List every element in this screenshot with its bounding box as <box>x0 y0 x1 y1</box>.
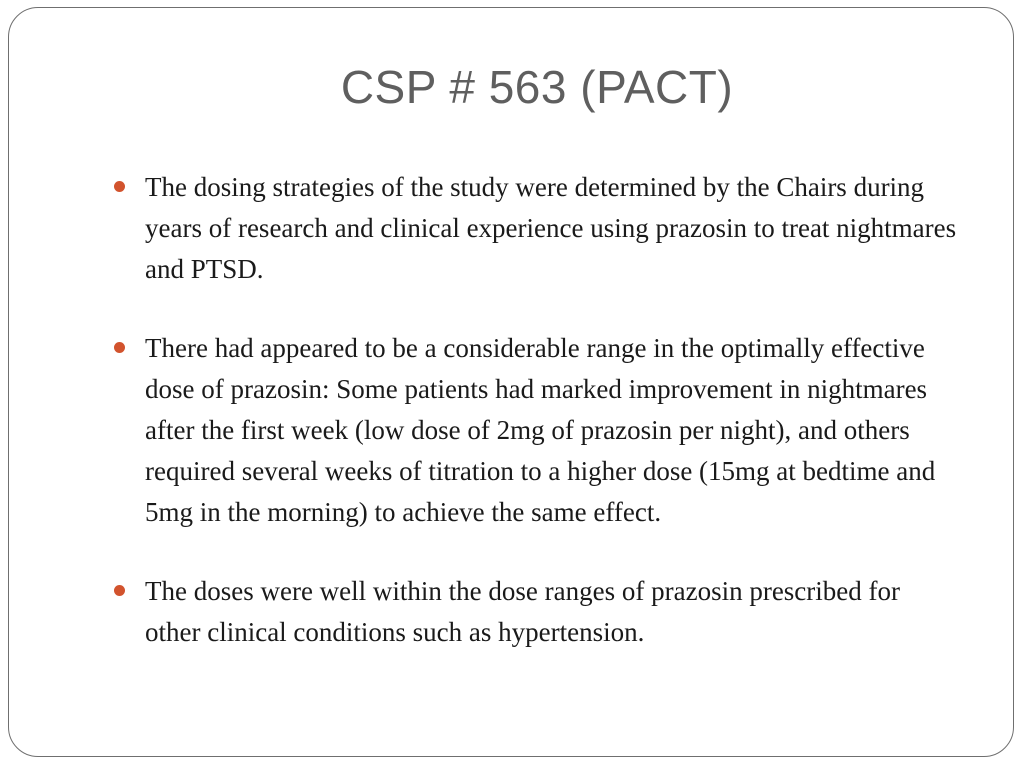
bullet-text: The dosing strategies of the study were determined by the Chairs during years of research and clinical experience using prazosin to treat nightmares and PTSD. <box>145 172 957 284</box>
bullet-text: There had appeared to be a considerable range in the optimally effective dose of prazosin: Some patients had marked improvement in nightmares after the first week (low dose of 2mg of prazosin per night), and others required several weeks of titration to a higher dose (15mg at bedtime and 5mg in the morning) to achieve the same effect. <box>145 333 936 527</box>
bullet-item-dosing-strategies <box>112 167 962 290</box>
bullet-item-dose-within-range <box>112 571 962 653</box>
bullet-dot-icon <box>114 585 125 596</box>
slide-title: CSP # 563 (PACT) <box>340 61 734 113</box>
bullet-item-dose-range <box>112 328 962 533</box>
bullet-dot-icon <box>114 342 125 353</box>
bullet-dot-icon <box>114 181 125 192</box>
bullet-text: The doses were well within the dose ranges of prazosin prescribed for other clinical conditions such as hypertension. <box>145 576 900 647</box>
bullet-list <box>112 167 962 653</box>
